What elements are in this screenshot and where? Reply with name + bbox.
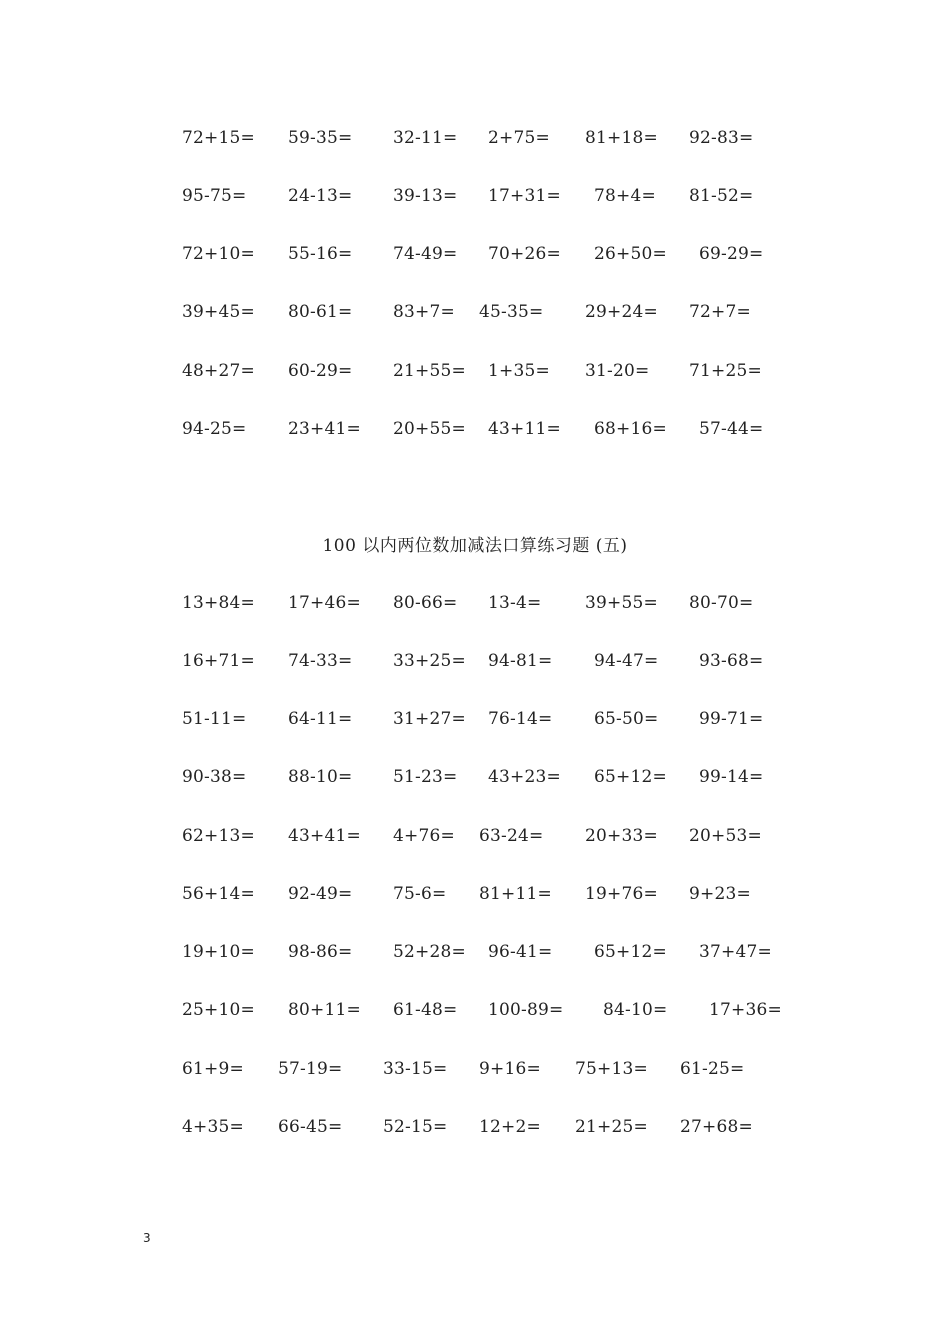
arithmetic-problem: 74-49= <box>393 244 458 264</box>
arithmetic-problem: 75-6= <box>393 884 447 904</box>
arithmetic-problem: 45-35= <box>479 302 544 322</box>
arithmetic-problem: 55-16= <box>288 244 353 264</box>
arithmetic-problem: 2+75= <box>488 128 550 148</box>
arithmetic-problem: 68+16= <box>594 419 667 439</box>
arithmetic-problem: 26+50= <box>594 244 667 264</box>
arithmetic-problem: 43+11= <box>488 419 561 439</box>
arithmetic-problem: 72+15= <box>182 128 255 148</box>
arithmetic-problem: 56+14= <box>182 884 255 904</box>
arithmetic-problem: 74-33= <box>288 651 353 671</box>
arithmetic-problem: 33-15= <box>383 1059 448 1079</box>
arithmetic-problem: 66-45= <box>278 1117 343 1137</box>
arithmetic-problem: 69-29= <box>699 244 764 264</box>
arithmetic-problem: 39+55= <box>585 593 658 613</box>
arithmetic-problem: 9+16= <box>479 1059 541 1079</box>
arithmetic-problem: 19+76= <box>585 884 658 904</box>
arithmetic-problem: 9+23= <box>689 884 751 904</box>
arithmetic-problem: 52-15= <box>383 1117 448 1137</box>
arithmetic-problem: 65+12= <box>594 942 667 962</box>
arithmetic-problem: 31+27= <box>393 709 466 729</box>
arithmetic-problem: 71+25= <box>689 361 762 381</box>
arithmetic-problem: 80-61= <box>288 302 353 322</box>
arithmetic-problem: 31-20= <box>585 361 650 381</box>
arithmetic-problem: 94-81= <box>488 651 553 671</box>
arithmetic-problem: 98-86= <box>288 942 353 962</box>
arithmetic-problem: 61+9= <box>182 1059 244 1079</box>
arithmetic-problem: 63-24= <box>479 826 544 846</box>
arithmetic-problem: 90-38= <box>182 767 247 787</box>
arithmetic-problem: 78+4= <box>594 186 656 206</box>
arithmetic-problem: 81+11= <box>479 884 552 904</box>
arithmetic-problem: 17+46= <box>288 593 361 613</box>
arithmetic-problem: 61-48= <box>393 1000 458 1020</box>
arithmetic-problem: 100-89= <box>488 1000 564 1020</box>
arithmetic-problem: 62+13= <box>182 826 255 846</box>
arithmetic-problem: 65+12= <box>594 767 667 787</box>
arithmetic-problem: 59-35= <box>288 128 353 148</box>
arithmetic-problem: 76-14= <box>488 709 553 729</box>
arithmetic-problem: 13-4= <box>488 593 542 613</box>
arithmetic-problem: 64-11= <box>288 709 353 729</box>
arithmetic-problem: 37+47= <box>699 942 772 962</box>
arithmetic-problem: 43+23= <box>488 767 561 787</box>
arithmetic-problem: 21+25= <box>575 1117 648 1137</box>
arithmetic-problem: 72+10= <box>182 244 255 264</box>
arithmetic-problem: 61-25= <box>680 1059 745 1079</box>
arithmetic-problem: 60-29= <box>288 361 353 381</box>
arithmetic-problem: 84-10= <box>603 1000 668 1020</box>
arithmetic-problem: 4+35= <box>182 1117 244 1137</box>
arithmetic-problem: 39+45= <box>182 302 255 322</box>
arithmetic-problem: 24-13= <box>288 186 353 206</box>
arithmetic-problem: 4+76= <box>393 826 455 846</box>
arithmetic-problem: 17+36= <box>709 1000 782 1020</box>
arithmetic-problem: 52+28= <box>393 942 466 962</box>
section-title: 100 以内两位数加减法口算练习题 (五) <box>322 536 628 556</box>
arithmetic-problem: 12+2= <box>479 1117 541 1137</box>
arithmetic-problem: 80-66= <box>393 593 458 613</box>
arithmetic-problem: 92-83= <box>689 128 754 148</box>
arithmetic-problem: 94-25= <box>182 419 247 439</box>
arithmetic-problem: 43+41= <box>288 826 361 846</box>
arithmetic-problem: 80-70= <box>689 593 754 613</box>
arithmetic-problem: 80+11= <box>288 1000 361 1020</box>
arithmetic-problem: 57-19= <box>278 1059 343 1079</box>
arithmetic-problem: 13+84= <box>182 593 255 613</box>
arithmetic-problem: 57-44= <box>699 419 764 439</box>
arithmetic-problem: 83+7= <box>393 302 455 322</box>
arithmetic-problem: 51-11= <box>182 709 247 729</box>
arithmetic-problem: 75+13= <box>575 1059 648 1079</box>
arithmetic-problem: 1+35= <box>488 361 550 381</box>
arithmetic-problem: 21+55= <box>393 361 466 381</box>
arithmetic-problem: 95-75= <box>182 186 247 206</box>
arithmetic-problem: 48+27= <box>182 361 255 381</box>
arithmetic-problem: 65-50= <box>594 709 659 729</box>
arithmetic-problem: 72+7= <box>689 302 751 322</box>
arithmetic-problem: 39-13= <box>393 186 458 206</box>
arithmetic-problem: 20+33= <box>585 826 658 846</box>
arithmetic-problem: 25+10= <box>182 1000 255 1020</box>
arithmetic-problem: 29+24= <box>585 302 658 322</box>
arithmetic-problem: 32-11= <box>393 128 458 148</box>
arithmetic-problem: 96-41= <box>488 942 553 962</box>
arithmetic-problem: 33+25= <box>393 651 466 671</box>
arithmetic-problem: 16+71= <box>182 651 255 671</box>
arithmetic-problem: 81-52= <box>689 186 754 206</box>
arithmetic-problem: 88-10= <box>288 767 353 787</box>
arithmetic-problem: 92-49= <box>288 884 353 904</box>
arithmetic-problem: 81+18= <box>585 128 658 148</box>
arithmetic-problem: 20+55= <box>393 419 466 439</box>
arithmetic-problem: 20+53= <box>689 826 762 846</box>
arithmetic-problem: 17+31= <box>488 186 561 206</box>
arithmetic-problem: 99-71= <box>699 709 764 729</box>
arithmetic-problem: 27+68= <box>680 1117 753 1137</box>
arithmetic-problem: 51-23= <box>393 767 458 787</box>
arithmetic-problem: 93-68= <box>699 651 764 671</box>
arithmetic-problem: 94-47= <box>594 651 659 671</box>
arithmetic-problem: 19+10= <box>182 942 255 962</box>
arithmetic-problem: 23+41= <box>288 419 361 439</box>
arithmetic-problem: 70+26= <box>488 244 561 264</box>
arithmetic-problem: 99-14= <box>699 767 764 787</box>
page-number: 3 <box>143 1231 151 1245</box>
